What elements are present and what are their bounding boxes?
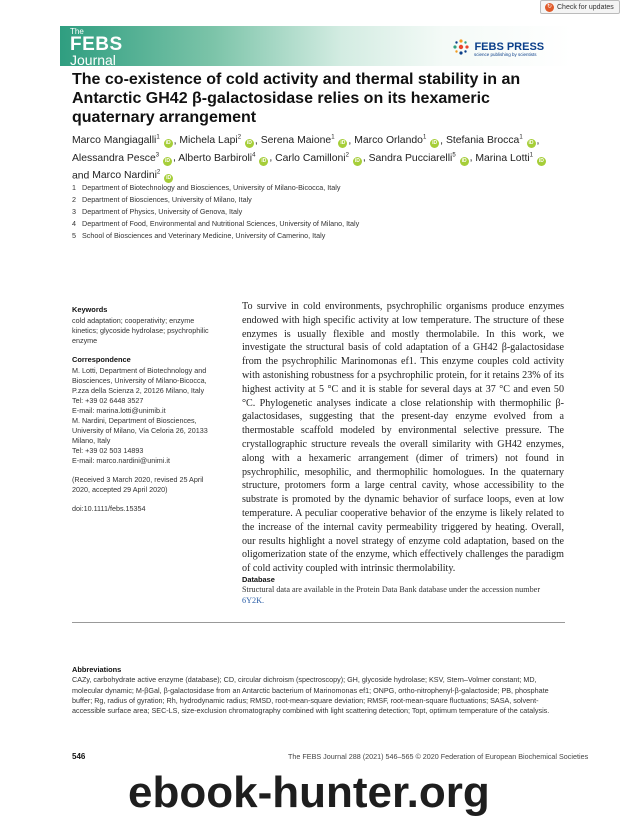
author-affiliation-mark: 1 bbox=[529, 152, 533, 159]
author[interactable] bbox=[369, 153, 456, 164]
author-name: Stefania Brocca bbox=[445, 135, 520, 147]
correspondence-line: M. Nardini, Department of Biosciences, University of Milano, Via Celoria 26, 20133 Milano, Italy bbox=[72, 416, 208, 445]
author-affiliation-mark: 5 bbox=[452, 152, 456, 159]
abstract-text: To survive in cold environments, psychrophilic organisms produce enzymes endowed with high specific activity at low temperature. The structure of these enzymes is usually flexible and mostly thermolabile. In this work, we investigate the structural basis of cold adaptation of a GH42 β-galactosidase from the psychrophilic Marinomonas ef1. This enzyme couples cold activity with astonishing robustness for a psychrophilic protein, for it retains 23% of its highest activity at 5 °C and it is stable for several days at 37 °C and even 50 °C. Phylogenetic analyses indicate a close relationship with thermophilic β-galactosidases, suggesting that the present-day enzyme evolved from a thermostable scaffold modeled by environmental selective pressure. The crystallographic structure reveals the overall similarity with GH42 enzymes, along with a hexameric arrangement (dimer of trimers) not found in psychrophilic, mesophilic, and thermophilic homologues. In the quaternary structure, protomers form a large central cavity, whose accessibility to the substrate is promoted by the dynamic behavior of surface loops, even at low temperature. A peculiar cooperative behavior of the enzyme is likely related to the increase of the internal cavity permeability triggered by heating. Overall, our results highlight a novel strategy of enzyme cold adaptation, based on the oligomerization state of the enzyme, which effectively challenges the paradigm of cold activity coupled with intrinsic thermolability. bbox=[242, 301, 564, 575]
orcid-icon[interactable]: iD bbox=[261, 157, 267, 164]
database-statement: Structural data are available in the Protein Data Bank database under the accession number bbox=[242, 585, 541, 594]
affiliation-number: 5 bbox=[72, 231, 76, 240]
abbreviations-block bbox=[72, 665, 562, 716]
database-block bbox=[242, 575, 564, 606]
author[interactable] bbox=[178, 153, 255, 164]
author[interactable] bbox=[446, 135, 523, 146]
author[interactable] bbox=[72, 153, 159, 164]
affiliation-number: 1 bbox=[72, 183, 76, 192]
watermark-text: ebook-hunter.org bbox=[128, 768, 490, 817]
press-name: FEBS PRESS bbox=[474, 41, 545, 53]
affiliation-item bbox=[72, 194, 572, 206]
author-affiliation-mark: 1 bbox=[331, 135, 335, 141]
section-divider bbox=[72, 622, 565, 623]
check-for-updates-button[interactable] bbox=[540, 0, 620, 14]
author-name: Michela Lapi bbox=[179, 135, 238, 147]
affiliation-text: Department of Physics, University of Genova, Italy bbox=[82, 207, 243, 216]
correspondence-email[interactable]: E-mail: marina.lotti@unimib.it bbox=[72, 406, 166, 415]
correspondence-heading: Correspondence bbox=[72, 355, 131, 364]
database-text bbox=[242, 584, 564, 606]
author[interactable] bbox=[475, 153, 533, 164]
author-name: Marco Orlando bbox=[354, 135, 423, 147]
correspondence-line: M. Lotti, Department of Biotechnology and Biosciences, University of Milano-Bicocca, P.zza della Scienza 2, 20126 Milano, Italy bbox=[72, 366, 207, 395]
orcid-icon[interactable]: iD bbox=[165, 140, 171, 147]
keywords-block bbox=[72, 305, 222, 346]
affiliation-item bbox=[72, 206, 572, 218]
author-name: Marina Lotti bbox=[475, 152, 530, 164]
abbreviations-heading: Abbreviations bbox=[72, 665, 122, 674]
refresh-icon: ↻ bbox=[546, 4, 553, 10]
authors-and: and bbox=[72, 170, 90, 182]
correspondence-line: Tel: +39 02 503 14893 bbox=[72, 446, 144, 455]
author-name: Carlo Camilloni bbox=[275, 152, 346, 164]
affiliation-number: 4 bbox=[72, 219, 76, 228]
affiliation-item bbox=[72, 230, 572, 242]
affiliation-text: Department of Biosciences, University of Milano, Italy bbox=[82, 195, 252, 204]
febs-press-dots-icon bbox=[452, 38, 470, 56]
article-sidebar bbox=[72, 305, 222, 523]
correspondence-block bbox=[72, 355, 222, 466]
orcid-icon[interactable]: iD bbox=[340, 140, 346, 147]
author-name: Sandra Pucciarelli bbox=[368, 152, 453, 164]
page-number: 546 bbox=[72, 752, 86, 761]
affiliation-item bbox=[72, 218, 572, 230]
author-affiliation-mark: 1 bbox=[422, 135, 427, 141]
author-name: Serena Maione bbox=[260, 135, 332, 147]
author-affiliation-mark: 2 bbox=[237, 135, 242, 141]
author-affiliation-mark: 1 bbox=[156, 135, 160, 141]
received-dates: (Received 3 March 2020, revised 25 April 2020, accepted 29 April 2020) bbox=[72, 475, 204, 494]
correspondence-line: Tel: +39 02 6448 3527 bbox=[72, 396, 144, 405]
orcid-icon[interactable]: iD bbox=[538, 157, 544, 164]
orcid-icon[interactable]: iD bbox=[246, 140, 252, 147]
author-affiliation-mark: 1 bbox=[519, 135, 523, 141]
press-tagline: science publishing by scientists bbox=[474, 52, 537, 58]
orcid-icon[interactable]: iD bbox=[528, 140, 534, 147]
abbreviations-text: CAZy, carbohydrate active enzyme (database); CD, circular dichroism (spectroscopy); GH, glycoside hydrolase; KSV, Stern–Volmer constant; MD, molecular dynamic; M-βGal, β-galactosidase from an Antarctic bacterium of Marinomonas ef1; ONPG, ortho-nitrophenyl-β-galactoside; PB, phosphate buffer; Rg, radius of gyration; Rh, hydrodynamic radius; RMSD, root-mean-square deviation; RMSF, root-mean-square fluctuations; SASA, solvent-accessible surface area; SEC-LS, size-exclusion chromatography combined with light scattering detection; Topt, optimum temperature of the catalysis. bbox=[72, 675, 550, 716]
affiliation-text: Department of Biotechnology and Biosciences, University of Milano-Bicocca, Italy bbox=[82, 183, 341, 192]
author-name: Marco Nardini bbox=[92, 170, 157, 182]
orcid-icon[interactable]: iD bbox=[164, 157, 170, 164]
logo-febs: FEBS bbox=[70, 34, 123, 55]
database-heading: Database bbox=[242, 575, 275, 584]
orcid-icon[interactable]: iD bbox=[354, 157, 360, 164]
logo-journal: Journal bbox=[70, 52, 116, 68]
orcid-icon[interactable]: iD bbox=[432, 140, 438, 147]
febs-journal-logo bbox=[70, 28, 123, 67]
keywords-heading: Keywords bbox=[72, 305, 108, 314]
pdb-accession-link[interactable]: 6Y2K. bbox=[242, 596, 265, 605]
author-affiliation-mark: 3 bbox=[155, 152, 160, 159]
affiliation-text: Department of Food, Environmental and Nutritional Sciences, University of Milano, Italy bbox=[82, 219, 360, 228]
doi-link[interactable]: doi:10.1111/febs.15354 bbox=[72, 504, 146, 513]
author[interactable] bbox=[354, 135, 426, 146]
author[interactable] bbox=[179, 135, 241, 146]
author-list: Marco Mangiagalli$^1$ iD , Michela Lapi$^2$ iD , Serena Maione$^1$ iD , Marco Orlando$^1$ iD , Stefania Brocca$^1$ iD , Alessandra Pesce$^3$ iD , Alberto Barbiroli$^4$ iD , Carlo Camilloni$^2$ iD , Sandra Pucciarelli$^5$ iD , Marina Lotti$^1$ iD and Marco Nardini$^2$ iD bbox=[72, 135, 544, 182]
affiliation-number: 2 bbox=[72, 195, 76, 204]
author[interactable] bbox=[261, 135, 335, 146]
author-name: Marco Mangiagalli bbox=[72, 135, 157, 147]
author-affiliation-mark: 2 bbox=[345, 152, 349, 159]
author[interactable] bbox=[92, 170, 160, 181]
author-affiliation-mark: 4 bbox=[252, 152, 256, 159]
article-title: The co-existence of cold activity and thermal stability in an Antarctic GH42 β-galactosidase relies on its hexameric quaternary arrangement bbox=[72, 71, 521, 126]
affiliation-text: School of Biosciences and Veterinary Medicine, University of Camerino, Italy bbox=[82, 231, 326, 240]
affiliation-item bbox=[72, 182, 572, 194]
affiliation-number: 3 bbox=[72, 207, 76, 216]
journal-citation: The FEBS Journal 288 (2021) 546–565 © 2020 Federation of European Biochemical Societies bbox=[288, 752, 589, 761]
author-affiliation-mark: 2 bbox=[156, 169, 161, 176]
febs-press-logo bbox=[452, 38, 544, 57]
logo-the: The bbox=[70, 27, 84, 36]
author[interactable] bbox=[275, 153, 349, 164]
affiliation-list bbox=[72, 182, 572, 242]
orcid-icon[interactable]: iD bbox=[461, 157, 467, 164]
author-name: Alessandra Pesce bbox=[72, 152, 156, 164]
correspondence-email[interactable]: E-mail: marco.nardini@unimi.it bbox=[72, 456, 170, 465]
orcid-icon[interactable]: iD bbox=[166, 175, 172, 182]
author-name: Alberto Barbiroli bbox=[178, 152, 253, 164]
author[interactable] bbox=[72, 135, 160, 146]
check-for-updates-label: Check for updates bbox=[557, 4, 614, 11]
keywords-text: cold adaptation; cooperativity; enzyme kinetics; glycoside hydrolase; psychrophilic enzyme bbox=[72, 316, 209, 345]
